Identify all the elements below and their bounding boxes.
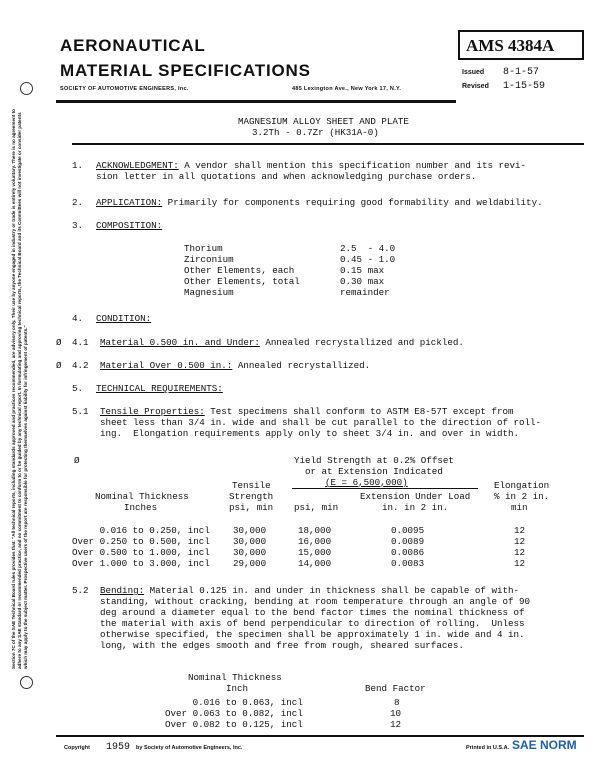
- section-2-line1: [96, 197, 543, 208]
- title-line1: AERONAUTICAL: [60, 36, 206, 55]
- yield-header-2: or at Extension Indicated: [305, 466, 443, 477]
- composition-element: Other Elements, total: [184, 276, 300, 287]
- elongation-header-2: % in 2 in.: [494, 491, 550, 502]
- section-5-1-line1: [100, 406, 514, 417]
- revised-date: 1-15-59: [503, 81, 546, 92]
- section-5-1-text1: Test specimens shall conform to ASTM E8-57T except from: [204, 406, 514, 417]
- copyright-year: 1959: [106, 742, 131, 753]
- section-5-number: 5.: [72, 383, 84, 394]
- table-row-yield: 18,000: [298, 525, 332, 536]
- composition-value: 2.5 - 4.0: [340, 243, 396, 254]
- doc-title-line1: MAGNESIUM ALLOY SHEET AND PLATE: [238, 116, 409, 127]
- composition-element: Other Elements, each: [184, 265, 295, 276]
- table-row-tensile: 30,000: [233, 547, 267, 558]
- ams-number: AMS 4384A: [466, 36, 555, 55]
- revised-label: Revised: [462, 83, 489, 90]
- table-row-yield: 16,000: [298, 536, 332, 547]
- section-2-text1: Primarily for components requiring good formability and weldability.: [162, 197, 543, 208]
- composition-value: 0.30 max: [340, 276, 385, 287]
- section-5-2-text3: deg around a diameter equal to the bend factor times the nominal thickness of: [100, 607, 525, 618]
- section-1-heading: ACKNOWLEDGMENT:: [96, 160, 179, 171]
- tensile-header-3: psi, min: [229, 502, 274, 513]
- table-row-yield: 14,000: [298, 558, 332, 569]
- header-masthead: [56, 30, 456, 103]
- extension-header-2: in. in 2 in.: [382, 502, 449, 513]
- section-4-2-number: 4.2: [72, 360, 89, 371]
- society-name: SOCIETY OF AUTOMOTIVE ENGINEERS, Inc.: [60, 86, 189, 92]
- section-3-heading: COMPOSITION:: [96, 220, 163, 231]
- table-row-extension: 0.0095: [391, 525, 425, 536]
- footer-rule: [56, 735, 584, 737]
- bend-thickness-header-2: Inch: [226, 683, 249, 694]
- table-row-elongation: 12: [514, 525, 526, 536]
- yield-header-1: Yield Strength at 0.2% Offset: [294, 455, 454, 466]
- extension-header-1: Extension Under Load: [360, 491, 471, 502]
- section-4-1-text: Annealed recrystallized and pickled.: [259, 337, 464, 348]
- bend-row-factor: 12: [390, 719, 402, 730]
- composition-value: remainder: [340, 287, 390, 298]
- ams-number-box: [458, 30, 584, 60]
- section-5-1-number: 5.1: [72, 406, 89, 417]
- section-2-heading: APPLICATION:: [96, 197, 163, 208]
- yield-header-rule: [292, 488, 478, 489]
- sae-norm-watermark: SAE NORM: [512, 738, 577, 752]
- table-row-tensile: 29,000: [233, 558, 267, 569]
- tensile-header-1: Tensile: [232, 480, 271, 491]
- section-5-2-text2: standing, without cracking, bending at room temperature through an angle of 90: [100, 596, 531, 607]
- section-2-number: 2.: [72, 197, 84, 208]
- section-5-2-text1: Material 0.125 in. and under in thickness shall be capable of with-: [144, 585, 520, 596]
- table-row-thickness: 0.016 to 0.250, incl: [72, 525, 210, 536]
- elongation-header-3: min: [511, 502, 528, 513]
- copyright-holder: by Society of Automotive Engineers, Inc.: [136, 745, 243, 751]
- table-row-elongation: 12: [514, 558, 526, 569]
- section-3-number: 3.: [72, 220, 84, 231]
- table-row-thickness: Over 0.500 to 1.000, incl: [72, 547, 210, 558]
- composition-value: 0.15 max: [340, 265, 385, 276]
- composition-value: 0.45 - 1.0: [340, 254, 396, 265]
- elongation-header-1: Elongation: [494, 480, 550, 491]
- section-4-1-line: [100, 337, 464, 348]
- section-1-text2: sion letter in all quotations and when acknowledging purchase orders.: [96, 171, 477, 182]
- bend-row-thickness: 0.016 to 0.063, incl: [165, 697, 303, 708]
- section-5-2-number: 5.2: [72, 585, 89, 596]
- printed-in: Printed in U.S.A.: [466, 745, 510, 751]
- bend-row-thickness: Over 0.082 to 0.125, incl: [165, 719, 303, 730]
- table-row-extension: 0.0086: [391, 547, 425, 558]
- section-4-2-line: [100, 360, 370, 371]
- section-4-2-heading: Material Over 0.500 in.:: [100, 360, 233, 371]
- composition-element: Magnesium: [184, 287, 234, 298]
- revision-mark: Ø: [74, 455, 80, 466]
- technical-board-notice: Section 7C of the SAE Technical Board rules provides that: "All technical reports, including standards approved and practices recommended, are advisory only. Their use by anyone engaged in industry or trade is entirely voluntary. There is no agreement to adhere to any SAE standard or recommended practice, and no commitment to conform to or be guided by any technical report. In formulating and approving technical reports, the Technical Board and its Committees will not investigate or consider patents which may apply to the subject matter. Prospective users of the report are responsible for protecting themselves against liability for infringement of patents.": [11, 109, 28, 669]
- section-1-line1: [96, 160, 526, 171]
- table-row-extension: 0.0089: [391, 536, 425, 547]
- table-row-thickness: Over 1.000 to 3.000, incl: [72, 558, 210, 569]
- punch-hole-circle-top: [20, 82, 33, 95]
- table-row-thickness: Over 0.250 to 0.500, incl: [72, 536, 210, 547]
- table-row-extension: 0.0083: [391, 558, 425, 569]
- table-row-tensile: 30,000: [233, 536, 267, 547]
- section-4-2-text: Annealed recrystallized.: [232, 360, 371, 371]
- revision-mark: Ø: [56, 360, 62, 371]
- section-4-number: 4.: [72, 313, 84, 324]
- section-4-heading: CONDITION:: [96, 313, 152, 324]
- section-5-2-text4: the material with axis of bend perpendicular to direction of rolling. Unless: [100, 618, 525, 629]
- issued-label: Issued: [462, 69, 485, 76]
- section-1-number: 1.: [72, 160, 84, 171]
- section-5-2-heading: Bending:: [100, 585, 145, 596]
- bend-factor-header: Bend Factor: [365, 683, 426, 694]
- table-row-yield: 15,000: [298, 547, 332, 558]
- copyright-label: Copyright: [64, 745, 90, 751]
- issued-date: 8-1-57: [503, 67, 540, 78]
- table-row-tensile: 30,000: [233, 525, 267, 536]
- table-row-elongation: 12: [514, 547, 526, 558]
- composition-element: Zirconium: [184, 254, 234, 265]
- composition-element: Thorium: [184, 243, 223, 254]
- thickness-header-1: Nominal Thickness: [95, 491, 189, 502]
- revision-mark: Ø: [56, 337, 62, 348]
- section-1-text1: A vendor shall mention this specification number and its revi-: [178, 160, 527, 171]
- section-5-heading: TECHNICAL REQUIREMENTS:: [96, 383, 223, 394]
- doc-title-line2: 3.2Th - 0.7Zr (HK31A-0): [252, 127, 379, 138]
- bend-row-factor: 8: [394, 697, 400, 708]
- section-5-1-text3: ing. Elongation requirements apply only to sheet 3/4 in. and over in width.: [100, 428, 520, 439]
- title-rule: [72, 143, 584, 145]
- yield-header-3: (E = 6,500,000): [325, 477, 408, 488]
- section-5-2-text6: long, with the edges smooth and free from rough, sheared surfaces.: [100, 640, 464, 651]
- punch-hole-circle-bottom: [20, 676, 33, 689]
- bend-row-factor: 10: [390, 708, 402, 719]
- bend-thickness-header-1: Nominal Thickness: [188, 672, 282, 683]
- yield-psi-header: psi, min: [294, 502, 339, 513]
- section-5-2-line1: [100, 585, 519, 596]
- title-line2: MATERIAL SPECIFICATIONS: [60, 61, 311, 80]
- tensile-header-2: Strength: [229, 491, 274, 502]
- table-row-elongation: 12: [514, 536, 526, 547]
- section-4-1-number: 4.1: [72, 337, 89, 348]
- section-5-2-text5: otherwise specified, the specimen shall be approximately 1 in. wide and 4 in.: [100, 629, 525, 640]
- section-5-1-heading: Tensile Properties:: [100, 406, 205, 417]
- section-4-1-heading: Material 0.500 in. and Under:: [100, 337, 260, 348]
- section-5-1-text2: sheet less than 3/4 in. wide and shall be cut parallel to the direction of roll-: [100, 417, 542, 428]
- bend-row-thickness: Over 0.063 to 0.082, incl: [165, 708, 303, 719]
- society-address: 485 Lexington Ave., New York 17, N.Y.: [292, 86, 402, 92]
- thickness-header-2: Inches: [124, 502, 158, 513]
